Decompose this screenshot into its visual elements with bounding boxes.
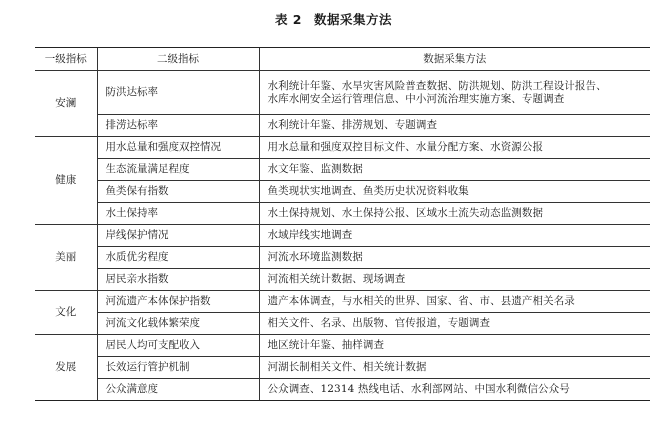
collection-method xyxy=(259,71,650,115)
table-row xyxy=(35,247,650,269)
collection-method xyxy=(259,313,650,335)
collection-method-line: 相关文件、名录、出版物、官传报道，专题调查 xyxy=(267,317,491,330)
collection-method-line: 地区统计年鉴、抽样调查 xyxy=(267,339,385,352)
table-row xyxy=(35,115,650,137)
collection-method-line: 河湖长制相关文件、相关统计数据 xyxy=(267,361,427,374)
level1-indicator: 文化 xyxy=(35,291,97,335)
collection-method-line: 水库水闸安全运行管理信息、中小河流治理实施方案、专题调查 xyxy=(267,92,565,105)
level2-indicator: 生态流量满足程度 xyxy=(97,159,259,181)
table-row xyxy=(35,159,650,181)
table-row xyxy=(35,203,650,225)
table-row xyxy=(35,357,650,379)
header-level2: 二级指标 xyxy=(97,48,259,71)
table-title: 数据采集方法 xyxy=(314,12,393,27)
collection-method-line: 公众调查、12314 热线电话、水利部网站、中国水利微信公众号 xyxy=(267,383,570,396)
collection-method-line: 水文年鉴、监测数据 xyxy=(267,163,363,176)
level2-indicator: 水土保持率 xyxy=(97,203,259,225)
level2-indicator: 居民人均可支配收入 xyxy=(97,335,259,357)
collection-method-line: 鱼类现状实地调查、鱼类历史状况资料收集 xyxy=(267,185,469,198)
collection-method xyxy=(259,335,650,357)
collection-method-line: 水域岸线实地调查 xyxy=(267,229,353,242)
collection-method xyxy=(259,357,650,379)
collection-method xyxy=(259,203,650,225)
table-caption xyxy=(0,10,667,28)
collection-method xyxy=(259,247,650,269)
collection-method-line: 用水总量和强度双控目标文件、水量分配方案、水资源公报 xyxy=(267,141,544,154)
level2-indicator: 水质优劣程度 xyxy=(97,247,259,269)
collection-method-line: 河流水环境监测数据 xyxy=(267,251,363,264)
collection-method xyxy=(259,137,650,159)
level2-indicator: 居民亲水指数 xyxy=(97,269,259,291)
collection-method-line: 水利统计年鉴、排涝规划、专题调查 xyxy=(267,119,438,132)
table-row xyxy=(35,335,650,357)
level2-indicator: 用水总量和强度双控情况 xyxy=(97,137,259,159)
level2-indicator: 河流文化载体繁荣度 xyxy=(97,313,259,335)
table-row xyxy=(35,225,650,247)
level2-indicator: 鱼类保有指数 xyxy=(97,181,259,203)
header-method: 数据采集方法 xyxy=(259,48,650,71)
collection-method-line: 遗产本体调查，与水相关的世界、国家、省、市、县遗产相关名录 xyxy=(267,295,575,308)
table-row xyxy=(35,291,650,313)
level2-indicator: 岸线保护情况 xyxy=(97,225,259,247)
level1-indicator: 安澜 xyxy=(35,71,97,137)
collection-method xyxy=(259,181,650,203)
level1-indicator: 美丽 xyxy=(35,225,97,291)
level2-indicator: 公众满意度 xyxy=(97,379,259,401)
collection-method xyxy=(259,379,650,401)
table-row xyxy=(35,71,650,115)
table-row xyxy=(35,181,650,203)
level2-indicator: 长效运行管护机制 xyxy=(97,357,259,379)
level1-indicator: 健康 xyxy=(35,137,97,225)
collection-method-line: 水利统计年鉴、水旱灾害风险普查数据、防洪规划、防洪工程设计报告、 xyxy=(267,80,607,93)
table-row xyxy=(35,313,650,335)
table-row xyxy=(35,379,650,401)
collection-method-line: 河流相关统计数据、现场调查 xyxy=(267,273,406,286)
header-level1: 一级指标 xyxy=(35,48,97,71)
table-row xyxy=(35,137,650,159)
table-header-row xyxy=(35,48,650,71)
collection-method-line: 水土保持规划、水土保持公报、区域水土流失动态监测数据 xyxy=(267,207,544,220)
table-body xyxy=(35,71,650,401)
collection-method xyxy=(259,291,650,313)
table-number: 表 2 xyxy=(274,12,303,27)
collection-method xyxy=(259,225,650,247)
table-row xyxy=(35,269,650,291)
level2-indicator: 防洪达标率 xyxy=(97,71,259,115)
collection-method xyxy=(259,269,650,291)
level1-indicator: 发展 xyxy=(35,335,97,401)
data-collection-table xyxy=(35,47,650,401)
collection-method xyxy=(259,115,650,137)
level2-indicator: 排涝达标率 xyxy=(97,115,259,137)
collection-method xyxy=(259,159,650,181)
level2-indicator: 河流遗产本体保护指数 xyxy=(97,291,259,313)
